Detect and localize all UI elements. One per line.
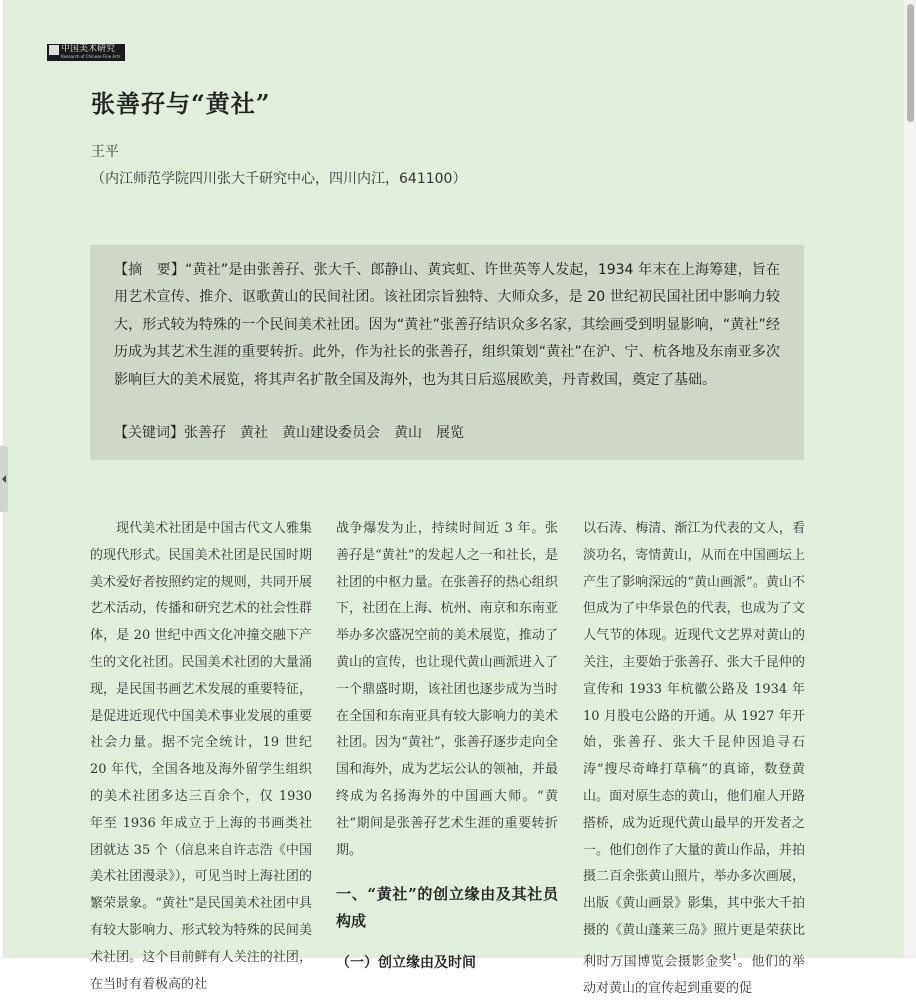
journal-name-en: Research of Chinese Fine Arts bbox=[61, 54, 121, 59]
article-title: 张善孖与“黄社” bbox=[91, 89, 271, 118]
scrollbar-thumb[interactable] bbox=[907, 4, 914, 122]
vertical-scrollbar[interactable] bbox=[904, 0, 916, 958]
body-paragraph: 战争爆发为止，持续时间近 3 年。张善孖是“黄社”的发起人之一和社长，是社团的中枢力量。在张善孖的热心组织下，社团在上海、杭州、南京和东南亚举办多次盛况空前的美术展览，推动了黄山的宣传，也让现代黄山画派进入了一个鼎盛时期，该社团也逐步成为当时在全国和东南亚具有较大影响力的美术社团。因为“黄社”，张善孖逐步走向全国和海外，成为艺坛公认的领袖，并最终成为名扬海外的中国画大师。“黄社”期间是张善孖艺术生涯的重要转折期。 bbox=[336, 521, 558, 858]
chevron-left-icon bbox=[1, 474, 7, 484]
abstract-body: “黄社”是由张善孖、张大千、郎静山、黄宾虹、许世英等人发起，1934 年末在上海筹建，旨在用艺术宣传、推介、讴歌黄山的民间社团。该社团宗旨独特、大师众多，是 20 世纪初民国社团中影响力较大，形式较为特殊的一个民间美术社团。因为“黄社”张善孖结识众多名家，其绘画受到明显影响，“黄社”经历成为其艺术生涯的重要转折。此外，作为社长的张善孖，组织策划“黄社”在沪、宁、杭各地及东南亚多次影响巨大的美术展览，将其声名扩散全国及海外，也为其日后巡展欧美，丹青救国，奠定了基础。 bbox=[114, 262, 780, 388]
abstract-text bbox=[114, 257, 780, 394]
body-paragraph: 以石涛、梅清、渐江为代表的文人，看淡功名，寄情黄山，从而在中国画坛上产生了影响深远的“黄山画派”。黄山不但成为了中华景色的代表，也成为了文人气节的体现。近现代文艺界对黄山的关注，主要始于张善孖、张大千昆仲的宣传和 1933 年杭徽公路及 1934 年 10 月股屯公路的开通。从 1927 年开始，张善孖、张大千昆仲因追寻石涛“搜尽奇峰打草稿”的真谛，数登黄山。面对原生态的黄山，他们雇人开路搭桥，成为近现代黄山最早的开发者之一。他们创作了大量的黄山作品，并拍摄二百余张黄山照片，举办多次画展，出版《黄山画景》影集，其中张大千拍摄的《黄山蓬莱三岛》照片更是荣获比利时万国博览会摄影金奖$^1$。他们的举动对黄山的宣传起到重要的促 bbox=[583, 521, 805, 996]
document-page bbox=[3, 0, 904, 996]
body-column-1 bbox=[90, 516, 312, 998]
keyword: 黄山建设委员会 bbox=[282, 425, 380, 441]
body-column-3 bbox=[583, 516, 805, 1003]
keyword: 展览 bbox=[436, 425, 464, 441]
keywords-label: 【关键词】 bbox=[114, 425, 184, 441]
keyword: 黄山 bbox=[394, 425, 422, 441]
body-column-2 bbox=[336, 516, 558, 977]
keywords bbox=[114, 422, 478, 442]
subsection-heading: （一）创立缘由及时间 bbox=[336, 955, 476, 972]
journal-logo bbox=[47, 44, 125, 61]
section-heading: 一、“黄社”的创立缘由及其社员构成 bbox=[336, 885, 558, 931]
side-panel-toggle[interactable] bbox=[0, 446, 8, 512]
journal-name-cn: 中国美术研究 bbox=[61, 44, 116, 54]
footnote-marker[interactable]: 1 bbox=[732, 952, 738, 962]
article-author: 王平 bbox=[91, 144, 119, 160]
keyword: 张善孖 bbox=[184, 425, 226, 441]
abstract-box bbox=[90, 245, 804, 460]
journal-logo-mark bbox=[49, 45, 59, 55]
body-paragraph: 现代美术社团是中国古代文人雅集的现代形式。民国美术社团是民国时期美术爱好者按照约定的规则，共同开展艺术活动，传播和研究艺术的社会性群体，是 20 世纪中西文化冲撞交融下产生的文化社团。民国美术社团的大量涌现，是民国书画艺术发展的重要特征，是促进近现代中国美术事业发展的重要社会力量。据不完全统计，19 世纪 20 年代，全国各地及海外留学生组织的美术社团多达三百余个，仅 1930 年至 1936 年成立于上海的书画类社团就达 35 个（信息来自许志浩《中国美术社团漫录》），可见当时上海社团的繁荣景象。“黄社”是民国美术社团中具有较大影响力、形式较为特殊的民间美术社团。这个目前鲜有人关注的社团，在当时有着极高的社 bbox=[90, 521, 312, 992]
article-affiliation: （内江师范学院四川张大千研究中心，四川内江，641100） bbox=[91, 171, 467, 187]
abstract-label: 【摘 要】 bbox=[114, 262, 186, 278]
keyword: 黄社 bbox=[240, 425, 268, 441]
